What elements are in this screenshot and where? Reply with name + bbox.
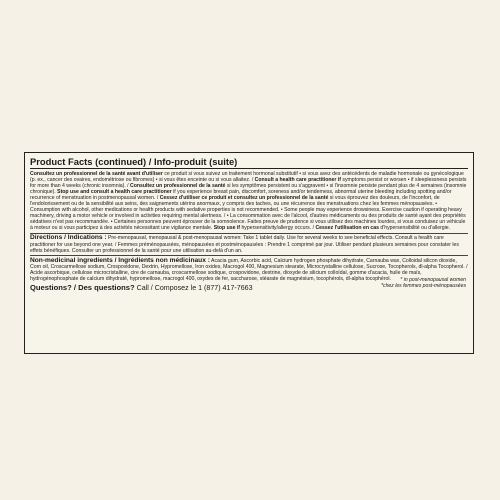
- directions-section: [30, 235, 468, 253]
- warning-bold-3: Consultez un professionnel de la santé: [130, 183, 226, 190]
- product-facts-panel: [24, 152, 474, 354]
- warning-bold-7: Cessez l'utilisation en cas: [315, 225, 379, 232]
- warning-bold-6: Stop use if: [213, 225, 241, 232]
- warning-bold-2: Consult a health care practitioner if: [254, 177, 341, 184]
- warning-bold-5: Cessez d'utiliser ce produit et consultez un professionnel de la santé: [159, 195, 329, 202]
- questions-row: [30, 276, 468, 293]
- questions-phone: Call / Composez le 1 (877) 417-7663: [134, 283, 253, 292]
- warning-bold-1: Consultez un professionnel de la santé avant d'utiliser: [30, 171, 163, 177]
- warning-text-3: si les symptômes persistent ou s'aggravent • si l'insomnie persiste pendant plus de 4 semaines (insomnie chronique).: [30, 183, 467, 196]
- warning-bold-4: Stop use and consult a health care practitioner: [57, 189, 172, 196]
- footnote-en: * in post-menopausal women: [400, 276, 466, 283]
- ingredients-label: Non-medicinal ingredients / Ingrédients non médicinaux :: [30, 256, 210, 264]
- footnote-fr: *chez les femmes post-ménopausées: [381, 282, 466, 289]
- ingredients-text: Acacia gum, Ascorbic acid, Calcium hydrogen phosphate dihydrate, Carnauba wax, Colloidal silicon dioxide, Corn oil, Croscarmellose sodium, Crospovidone, Dextrin, Hypromellose, Iron oxides, Macrogol 400, Magnesium stearate, Microcrystalline cellulose, Sucrose, Tocopherols, dl-alpha Tocopherol. / Acide ascorbique, cellulose microcristalline, cire de carnauba, croscarmellose sodique, crospovidone, dextrine, dioxyde de silicium colloïdal, gomme d'acacia, huile de maïs, hydrogénophosphate de calcium dihydraté, hypromellose, macrogol 400, oxydes de fer, saccharose, stéarate de magnésium, tocophérols, dl-alpha tocophérol.: [30, 257, 468, 282]
- directions-text: Pre-menopausal, menopausal & post-menopausal women: Take 1 tablet daily. Use for several weeks to see beneficial effects. Consult a health care practitioner for use beyond one year. / Femmes préménopausées, ménopausées et postménopausées : Prendre 1 comprimé par jour. Utiliser pendant plusieurs semaines pour constater les effets bénéfiques. Consulter un professionnel de la santé pour une utilisation au-delà d'un an.: [30, 235, 459, 254]
- warning-text-5: si vous éprouvez des douleurs, de l'inconfort, de l'endolorissement ou de la sensibilité aux seins, des saignements utérins anormaux, y compris des taches, ou une récurrence des menstruations chez les femmes ménopausées. • Consumption with alcohol, other medications or health products with sedative properties is not recommended. • Some people may experience drowsiness. Exercise caution if operating heavy machinery, driving a motor vehicle or involved in activities requiring mental alertness. / • La consommation avec de l'alcool, d'autres médicaments ou des produits de santé ayant des propriétés sédatives n'est pas recommandée. • Certaines personnes peuvent éprouver de la somnolence. Faites preuve de prudence si vous utilisez des machines lourdes, si vous conduisez un véhicule à moteur ou si vous participez à des activités nécessitant une vigilance mentale.: [30, 195, 466, 232]
- warning-text-4: if you experience breast pain, discomfort, soreness and/or tenderness, abnormal uterine bleeding including spotting and/or recurrence of menstruation in postmenopausal women. /: [30, 189, 452, 202]
- directions-label: Directions / Indications :: [30, 234, 107, 242]
- warnings-section: [30, 171, 468, 231]
- warning-text-2: symptoms persist or worsen • if sleeplessness persists for more than 4 weeks (chronic insomnia). /: [30, 177, 467, 190]
- footnote: [381, 278, 466, 290]
- questions-label: Questions? / Des questions?: [30, 282, 135, 292]
- panel-title: Product Facts (continued) / Info-produit (suite): [30, 156, 468, 169]
- warning-text-6: hypersensitivity/allergy occurs. /: [240, 225, 316, 232]
- warning-text-7: d'hypersensibilité ou d'allergie.: [378, 225, 451, 232]
- warning-text-1: ce produit si vous suivez un traitement hormonal substitutif • si vous avez des antécédents de maladie hormonale ou gynécologique (p. ex., cancer des ovaires, endométriose ou fibromes) • si vous êtes enceinte ou si vous allaitez. /: [30, 171, 464, 184]
